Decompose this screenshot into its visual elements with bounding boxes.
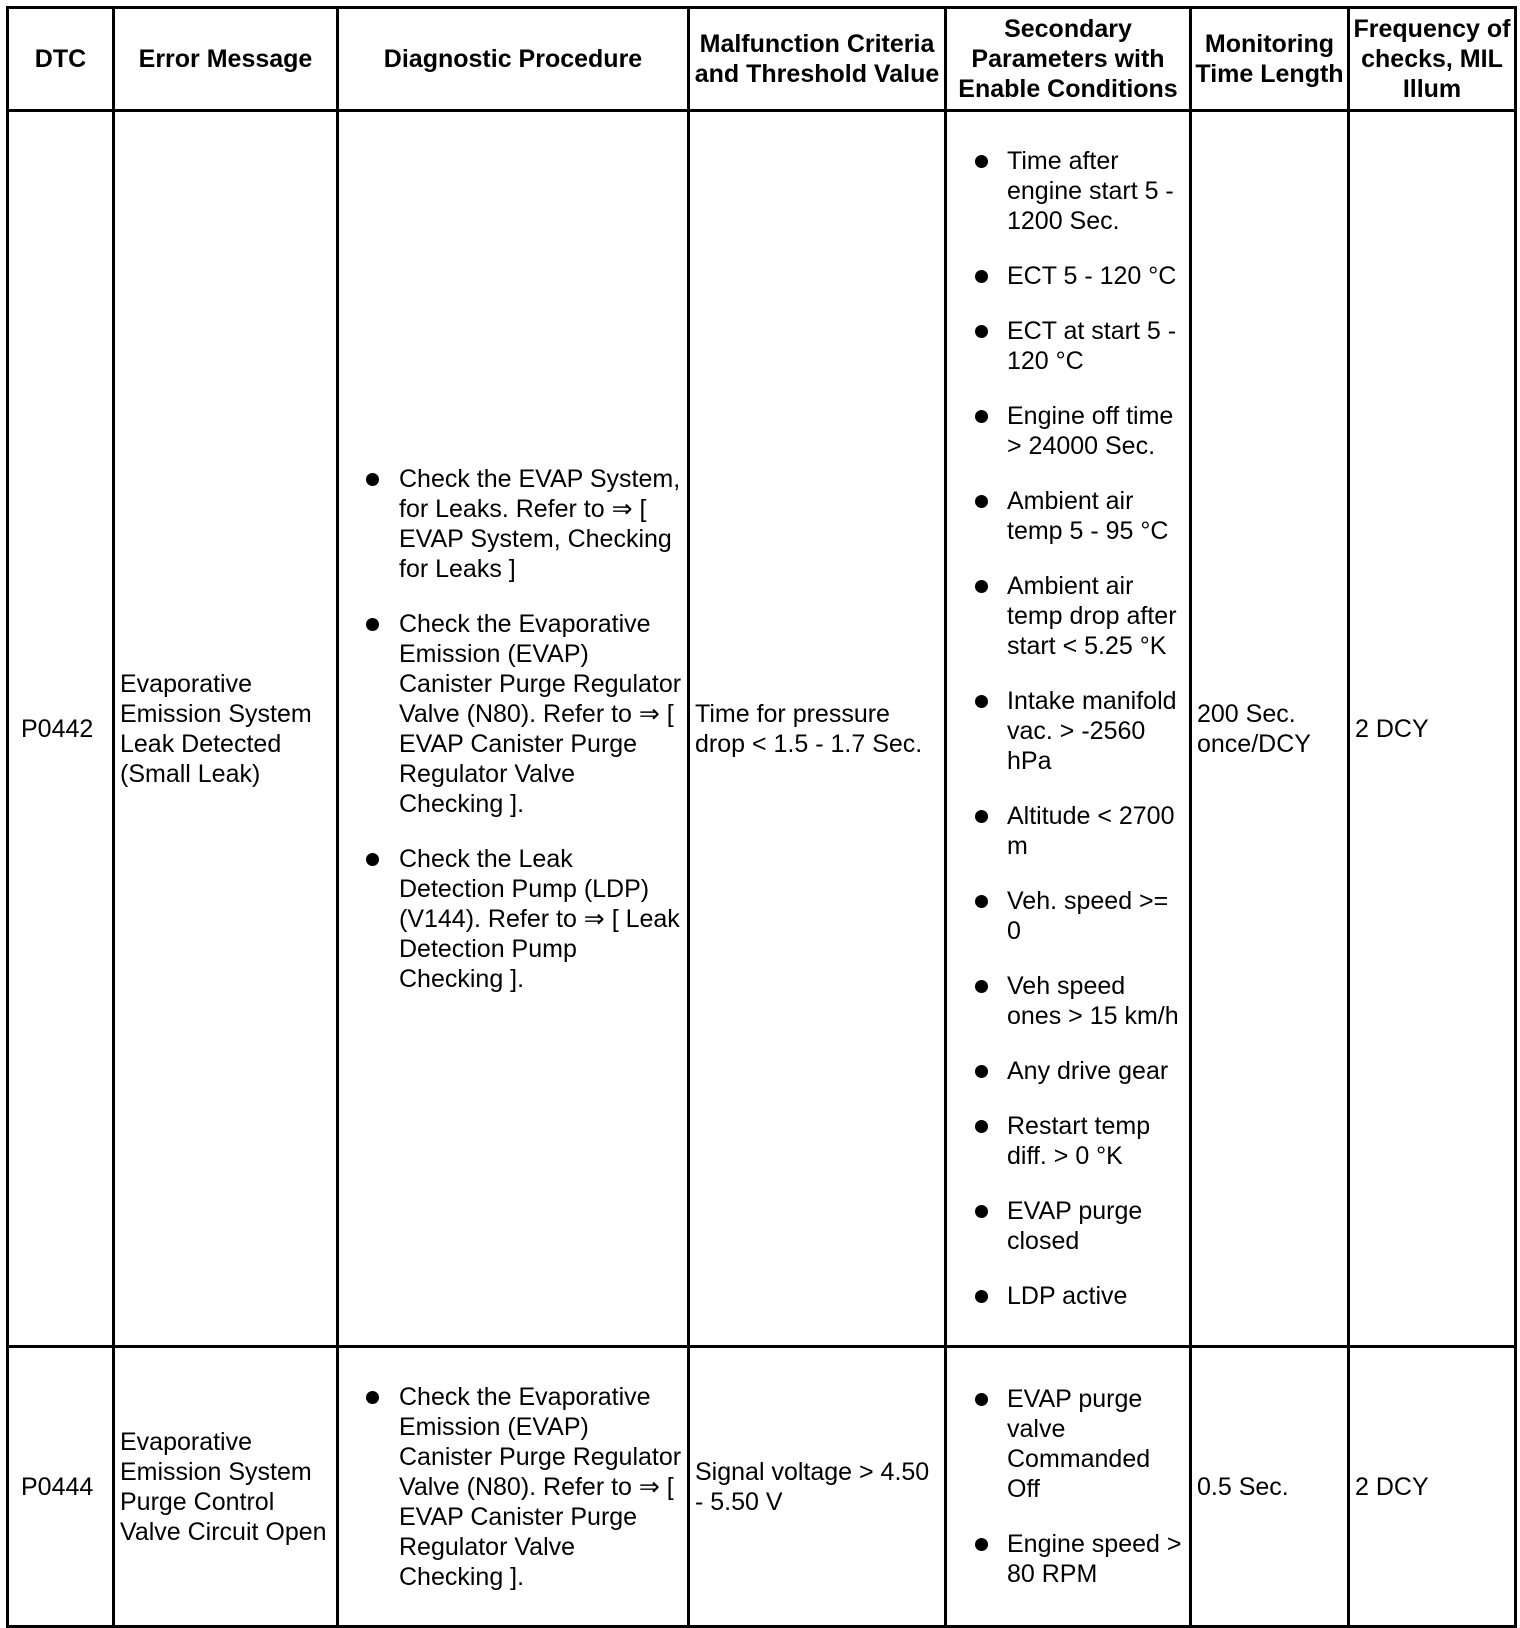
table-row: [8, 1347, 1516, 1627]
diagnostic-procedure-cell: [338, 1347, 689, 1627]
procedure-step: Check the EVAP System, for Leaks. Refer to ⇒ [ EVAP System, Checking for Leaks ]: [344, 464, 682, 584]
secondary-parameter: EVAP purge valve Commanded Off: [952, 1384, 1184, 1504]
secondary-parameter: Engine off time > 24000 Sec.: [952, 401, 1184, 461]
secondary-parameter: Ambient air temp 5 - 95 °C: [952, 486, 1184, 546]
error-message: Evaporative Emission System Purge Control Valve Circuit Open: [114, 1347, 338, 1627]
header-malfunction-criteria: Malfunction Criteria and Threshold Value: [689, 8, 946, 111]
monitoring-time: 200 Sec. once/DCY: [1191, 111, 1349, 1347]
procedure-list: [344, 1382, 682, 1592]
secondary-parameter: Engine speed > 80 RPM: [952, 1529, 1184, 1589]
diagnostic-procedure-cell: [338, 111, 689, 1347]
procedure-step: Check the Leak Detection Pump (LDP) (V144). Refer to ⇒ [ Leak Detection Pump Checking ].: [344, 844, 682, 994]
dtc-table: [6, 6, 1517, 1628]
header-monitoring-time: Monitoring Time Length: [1191, 8, 1349, 111]
header-diagnostic-procedure: Diagnostic Procedure: [338, 8, 689, 111]
secondary-parameter: Ambient air temp drop after start < 5.25 °K: [952, 571, 1184, 661]
frequency: 2 DCY: [1349, 111, 1516, 1347]
secondary-parameter-list: [952, 1384, 1184, 1589]
secondary-parameter: Altitude < 2700 m: [952, 801, 1184, 861]
secondary-parameter: EVAP purge closed: [952, 1196, 1184, 1256]
table-row: [8, 111, 1516, 1347]
malfunction-criteria: Time for pressure drop < 1.5 - 1.7 Sec.: [689, 111, 946, 1347]
dtc-code: P0444: [8, 1347, 114, 1627]
secondary-parameter: Veh speed ones > 15 km/h: [952, 971, 1184, 1031]
secondary-parameter: LDP active: [952, 1281, 1184, 1311]
header-frequency: Frequency of checks, MIL Illum: [1349, 8, 1516, 111]
frequency: 2 DCY: [1349, 1347, 1516, 1627]
secondary-parameters-cell: [946, 111, 1191, 1347]
error-message: Evaporative Emission System Leak Detected (Small Leak): [114, 111, 338, 1347]
secondary-parameter: ECT at start 5 - 120 °C: [952, 316, 1184, 376]
monitoring-time: 0.5 Sec.: [1191, 1347, 1349, 1627]
secondary-parameter: Any drive gear: [952, 1056, 1184, 1086]
secondary-parameter: Intake manifold vac. > -2560 hPa: [952, 686, 1184, 776]
header-row: [8, 8, 1516, 111]
procedure-step: Check the Evaporative Emission (EVAP) Canister Purge Regulator Valve (N80). Refer to ⇒ [ EVAP Canister Purge Regulator Valve Checking ].: [344, 609, 682, 819]
secondary-parameter-list: [952, 146, 1184, 1311]
secondary-parameter: ECT 5 - 120 °C: [952, 261, 1184, 291]
secondary-parameter: Restart temp diff. > 0 °K: [952, 1111, 1184, 1171]
header-error-message: Error Message: [114, 8, 338, 111]
malfunction-criteria: Signal voltage > 4.50 - 5.50 V: [689, 1347, 946, 1627]
secondary-parameter: Veh. speed >= 0: [952, 886, 1184, 946]
header-secondary-parameters: Secondary Parameters with Enable Conditions: [946, 8, 1191, 111]
dtc-table-container: [6, 6, 1514, 1628]
procedure-list: [344, 464, 682, 994]
header-dtc: DTC: [8, 8, 114, 111]
procedure-step: Check the Evaporative Emission (EVAP) Canister Purge Regulator Valve (N80). Refer to ⇒ [ EVAP Canister Purge Regulator Valve Checking ].: [344, 1382, 682, 1592]
secondary-parameters-cell: [946, 1347, 1191, 1627]
secondary-parameter: Time after engine start 5 - 1200 Sec.: [952, 146, 1184, 236]
dtc-code: P0442: [8, 111, 114, 1347]
